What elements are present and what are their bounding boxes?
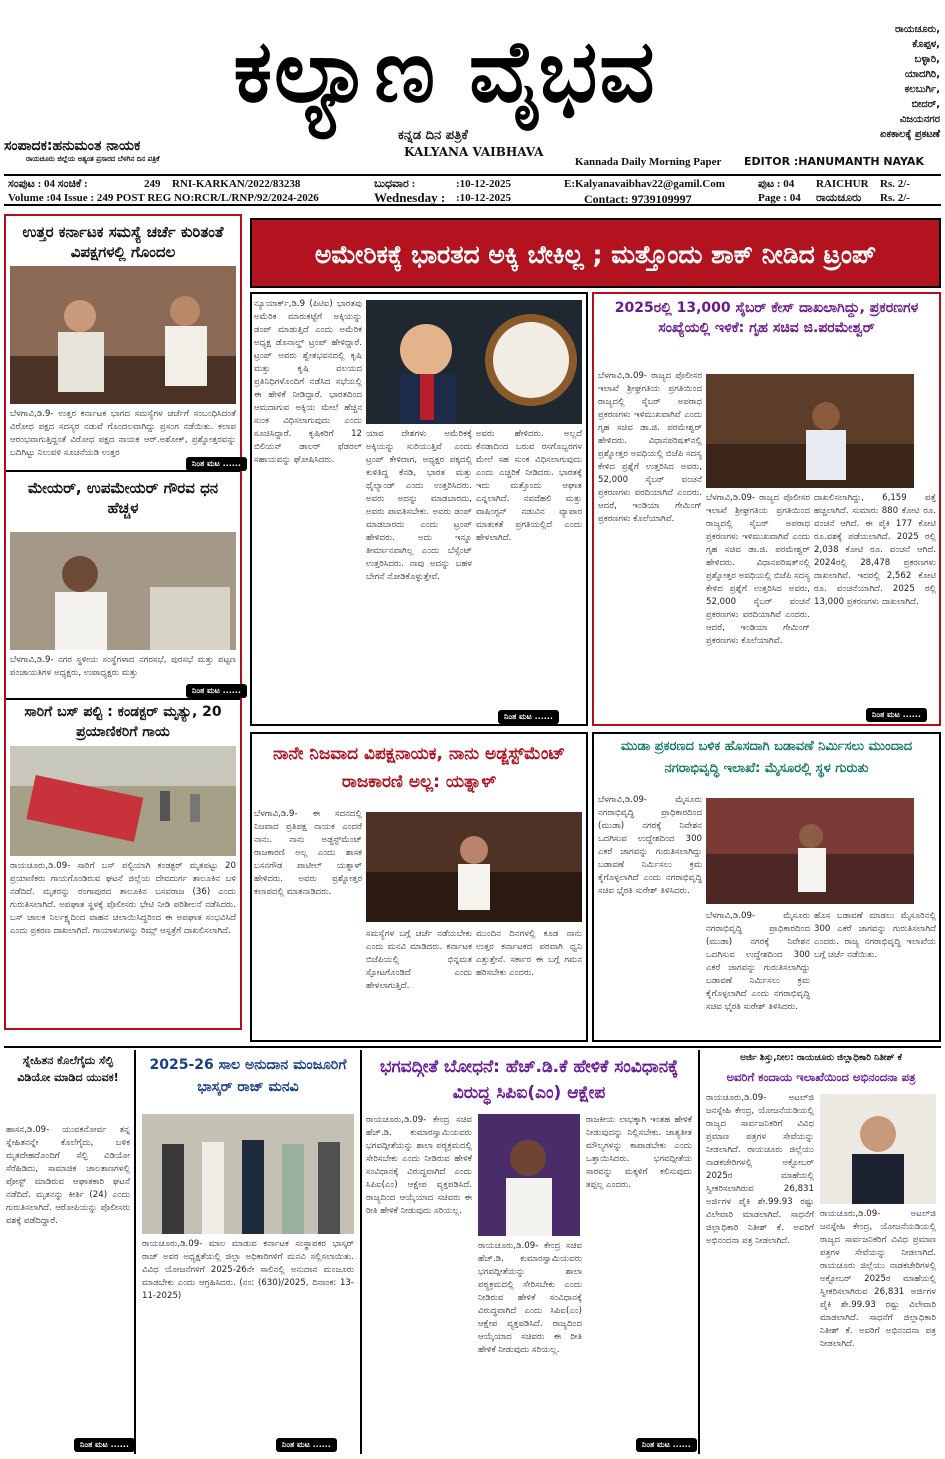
volume-kannada: ಸಂಪುಟ : 04 ಸಂಚಿಕೆ : bbox=[8, 178, 88, 190]
yatnal-body-mid: ಸಮಸ್ಯೆಗಳ ಬಗ್ಗೆ ಚರ್ಚೆ ನಡೆಯಬೇಕು ಎಂದು ಮನವಿ ಮಾಡಿದರು. ಕರ್ನಾಟಕ ಬಿಜೆಪಿಯಲ್ಲಿ ಭಿನ್ನಮತ ಸ್ಫೋಟಗೊಂಡಿದೆ ಎಂದು ಹೇಳಲಾಗುತ್ತಿದೆ. bbox=[366, 929, 472, 991]
yatnal-body-left: ಬೆಳಗಾವಿ,ಡಿ.9- ಈ ಸದನದಲ್ಲಿ ನಿಜವಾದ ಪ್ರತಿಪಕ್ಷ ನಾಯಕ ಎಂದರೆ ನಾನು. ನಾನು ಅಡ್ಜಸ್ಟ್‌ಮೆಂಟ್ ರಾಜಕಾರಣಿ ಅಲ್ಲ ಎಂದು ಶಾಸಕ ಬಸನಗೌಡ ಪಾಟೀಲ್ ಯತ್ನಾಳ್ ಹೇಳಿದರು. ಅವರು ಪ್ರಶ್ನೋತ್ತರ ಕಲಾಪದಲ್ಲಿ ಮಾತನಾಡಿದರು. bbox=[254, 809, 362, 897]
left2-headline: ಮೇಯರ್, ಉಪಮೇಯರ್ ಗೌರವ ಧನ ಹೆಚ್ಚಳ bbox=[27, 479, 219, 517]
bottom3-body-right: ರಾಜಕೀಯ ಲಾಭಕ್ಕಾಗಿ ಇಂತಹ ಹೇಳಿಕೆ ನೀಡುವುದನ್ನು ನಿಲ್ಲಿಸಬೇಕು. ಜಾತ್ಯತೀತ ಮೌಲ್ಯಗಳನ್ನು ಕಾಪಾಡಬೇಕು ಎಂದು ಒತ್ತಾಯಿಸಿದರು. ಭಗವದ್ಗೀತೆಯ ಸಾರವನ್ನು ಮಕ್ಕಳಿಗೆ ಕಲಿಸುವುದು ತಪ್ಪಲ್ಲ ಎಂದರು. bbox=[586, 1115, 692, 1190]
issue-info-bar bbox=[4, 174, 941, 206]
date-1: :10-12-2025 bbox=[456, 178, 511, 190]
rni-number: RNI-KARKAN/2022/83238 bbox=[172, 178, 301, 190]
left3-body: ರಾಯಚೂರು,ಡಿ.09- ಸಾರಿಗೆ ಬಸ್ ಪಲ್ಟಿಯಾಗಿ ಕಂಡಕ್ಟರ್ ಮೃತಪಟ್ಟು 20 ಪ್ರಯಾಣಿಕರು ಗಾಯಗೊಂಡಿರುವ ಘಟನೆ ಜಿಲ್ಲೆಯ ದೇವದುರ್ಗ ತಾಲೂಕಿನ ಬಳಿ ನಡೆದಿದೆ. ಮೃತರನ್ನು ರಂಗಾಪುರದ ತಾಲೂಕಿನ ಬಸವರಾಜ (36) ಎಂದು ಗುರುತಿಸಲಾಗಿದೆ. ಅಪಘಾತ ಸ್ಥಳಕ್ಕೆ ಪೊಲೀಸರು ಭೇಟಿ ನೀಡಿ ಪರಿಶೀಲನೆ ನಡೆಸಿದರು. ಬಸ್ ಚಾಲಕ ನಿರ್ಲಕ್ಷ್ಯದಿಂದ ವಾಹನ ಚಲಾಯಿಸಿದ್ದರಿಂದ ಈ ಅಪಘಾತ ಸಂಭವಿಸಿದೆ ಎಂದು ಪ್ರಕರಣ ದಾಖಲಾಗಿದೆ. ಗಾಯಾಳುಗಳನ್ನು ರಿಮ್ಸ್ ಆಸ್ಪತ್ರೆಗೆ ದಾಖಲಿಸಲಾಗಿದೆ. bbox=[10, 861, 236, 936]
left2-body: ಬೆಳಗಾವಿ,ಡಿ.9- ನಗರ ಸ್ಥಳೀಯ ಸಂಸ್ಥೆಗಳಾದ ನಗರಸಭೆ, ಪುರಸಭೆ ಮತ್ತು ಪಟ್ಟಣ ಪಂಚಾಯತಿಗಳ ಅಧ್ಯಕ್ಷರು, ಉಪಾಧ್ಯಕ್ಷರು ಮತ್ತು bbox=[10, 655, 236, 678]
muda-headline: ಮುಡಾ ಪ್ರಕರಣದ ಬಳಿಕ ಹೊಸದಾಗಿ ಬಡಾವಣೆ ನಿರ್ಮಿಸಲು ಮುಂದಾದ ನಗರಾಭಿವೃದ್ಧಿ ಇಲಾಖೆ: ಮೈಸೂರಲ್ಲಿ ಸ್ಥಳ ಗುರುತು bbox=[620, 739, 913, 776]
lead-headline: ಅಮೇರಿಕಕ್ಕೆ ಭಾರತದ ಅಕ್ಕಿ ಬೇಕಿಲ್ಲ ; ಮತ್ತೊಂದು ಶಾಕ್ ನೀಡಿದ ಟ್ರಂಪ್ bbox=[250, 218, 941, 288]
lead-col1: ನ್ಯೂಯಾರ್ಕ್,ಡಿ.9 (ಪಿಟಿಐ) ಭಾರತವು ಅಮೆರಿಕ ಮಾರುಕಟ್ಟೆಗೆ ಅಕ್ಕಿಯನ್ನು ಡಂಪ್ ಮಾಡುತ್ತಿದೆ ಎಂದು ಅಮೆರಿಕ ಅಧ್ಯಕ್ಷ ಡೊನಾಲ್ಡ್ ಟ್ರಂಪ್ ಹೇಳಿದ್ದಾರೆ. ಟ್ರಂಪ್ ಅವರು ಶ್ವೇತಭವನದಲ್ಲಿ ಕೃಷಿ ಮತ್ತು ಕೃಷಿ ವಲಯದ ಪ್ರತಿನಿಧಿಗಳೊಂದಿಗೆ ನಡೆಸಿದ ಸಭೆಯಲ್ಲಿ ಈ ಹೇಳಿಕೆ ನೀಡಿದ್ದಾರೆ. ಭಾರತದಿಂದ ಆಮದಾಗುವ ಅಕ್ಕಿಯ ಮೇಲೆ ಹೆಚ್ಚಿನ ಸುಂಕ ವಿಧಿಸಲಾಗುವುದು ಎಂದು ಸೂಚಿಸಿದ್ದಾರೆ. ಕೃಷಿಕರಿಗೆ 12 ಬಿಲಿಯನ್ ಡಾಲರ್ ಫೆಡರಲ್ ಸಹಾಯವನ್ನು ಘೋಷಿಸಿದರು. bbox=[254, 299, 362, 465]
left1-body: ಬೆಳಗಾವಿ,ಡಿ.9- ಉತ್ತರ ಕರ್ನಾಟಕ ಭಾಗದ ಸಮಸ್ಯೆಗಳ ಚರ್ಚೆಗೆ ಸಂಬಂಧಿಸಿದಂತೆ ವಿರೋಧ ಪಕ್ಷದ ಸದಸ್ಯರ ನಡುವೆ ಗೊಂದಲವಾಗಿದ್ದು ಪ್ರಸಂಗ ನಡೆಯಿತು. ಕಲಾಪ ಆರಂಭವಾಗುತ್ತಿದ್ದಂತೆ ವಿರೋಧ ಪಕ್ಷದ ನಾಯಕ ಆರ್.ಅಶೋಕ್, ಪ್ರಶ್ನೋತ್ತರವನ್ನು ಬದಿಗಿಟ್ಟು ನಿಲುವಳಿ ಸೂಚನೆಯಡಿ ಉತ್ತರ bbox=[10, 409, 236, 458]
daily-label-english: Kannada Daily Morning Paper bbox=[575, 156, 722, 168]
yatnal-headline: ನಾನೇ ನಿಜವಾದ ವಿಪಕ್ಷನಾಯಕ, ನಾನು ಅಡ್ಜಸ್ಟ್‌ಮೆಂಟ್ ರಾಜಕಾರಣಿ ಅಲ್ಲ: ಯತ್ನಾಳ್ bbox=[272, 744, 566, 792]
city-english: RAICHUR bbox=[816, 178, 869, 190]
collector-photo bbox=[820, 1094, 936, 1204]
email: E:Kalyanavaibhav22@gamil.Com bbox=[564, 178, 725, 190]
price-1: Rs. 2/- bbox=[880, 178, 910, 190]
bottom4-headline: ಅವರಿಗೆ ಕಂದಾಯ ಇಲಾಖೆಯಿಂದ ಅಭಿನಂದನಾ ಪತ್ರ bbox=[726, 1070, 916, 1084]
left1-headline: ಉತ್ತರ ಕರ್ನಾಟಕ ಸಮಸ್ಯೆ ಚರ್ಚೆ ಕುರಿತಂತೆ ವಿಪಕ್ಷಗಳಲ್ಲಿ ಗೊಂದಲ bbox=[22, 223, 224, 261]
lead-col2: ಯಾವ ದೇಶಗಳು ಅಮೆರಿಕಕ್ಕೆ ಅಕ್ಕಿಯನ್ನು ಸುರಿಯುತ್ತಿವೆ ಎಂದು ಟ್ರಂಪ್ ಕೇಳಿದಾಗ, ಅಧ್ಯಕ್ಷರ ಪಕ್ಕದಲ್ಲಿ ಕುಳಿತಿದ್ದ ಕೆನಡಿ, ಭಾರತ ಮತ್ತು ಥೈಲ್ಯಾಂಡ್ ಎಂದು ಉತ್ತರಿಸಿದರು. ಅವರು ಅದನ್ನು ಮಾಡಬಾರದು, ಅವರು ಪಾವತಿಸಬೇಕು. ಅವರು ಡಂಪ್ ಮಾಡಬಾರದು ಎಂದು ಟ್ರಂಪ್ ಹೇಳಿದರು. ಅದು ಇನ್ನೂ ತೀರ್ಮಾನವಾಗಿಲ್ಲ ಎಂದು ಬೆಸ್ಸೆಂಟ್ ಉತ್ತರಿಸಿದರು. ನಾವು ಅದನ್ನು ಬಹಳ ಬೇಗನೆ ನೋಡಿಕೊಳ್ಳುತ್ತೇವೆ. bbox=[366, 429, 472, 582]
continued-badge[interactable]: ನಿಂತ ಮಟ ...... bbox=[498, 710, 559, 724]
continued-badge[interactable]: ನಿಂತ ಮಟ ...... bbox=[186, 457, 247, 471]
left3-headline: ಸಾರಿಗೆ ಬಸ್ ಪಲ್ಟಿ : ಕಂಡಕ್ಟರ್ ಮೃತ್ಯು, 20 ಪ್ರಯಾಣಿಕರಿಗೆ ಗಾಯ bbox=[24, 704, 222, 740]
masthead-subline: ರಾಯಚೂರು ಜಿಲ್ಲೆಯ ಅತ್ಯಂತ ಪ್ರಸಾರದ ಬೆಳಗಿನ ದಿನ ಪತ್ರಿಕೆ bbox=[26, 155, 160, 163]
city-line: ಕೊಪ್ಪಳ, bbox=[912, 39, 940, 50]
city-line: ರಾಯಚೂರು, bbox=[894, 24, 940, 35]
cyber-body-mid: ಬೆಳಗಾವಿ,ಡಿ.09- ರಾಜ್ಯದ ಪೊಲೀಸರ ಇಲಾಖೆ ಶ್ರೀಘ್ರಗತಿಯ ಪ್ರಗತಿಯಿಂದ ರಾಜ್ಯದಲ್ಲಿ ಸೈಬರ್ ಅಪರಾಧ ಪ್ರಕರಣಗಳು ಇಳಿಮುಖವಾಗಿವೆ ಎಂದು ಗೃಹ ಸಚಿವ ಡಾ.ಜಿ. ಪರಮೇಶ್ವರ್ ಹೇಳಿದರು. ವಿಧಾನಪರಿಷತ್‌ನಲ್ಲಿ ಪ್ರಶ್ನೋತ್ತರ ಅವಧಿಯಲ್ಲಿ ಬಿಜೆಪಿ ಸದಸ್ಯ ಕೇಳಿದ ಪ್ರಶ್ನೆಗೆ ಉತ್ತರಿಸಿದ ಅವರು, 52,000 ಸೈಬರ್ ವಂಚನೆ ಪ್ರಕರಣಗಳು ವರದಿಯಾಗಿವೆ ಎಂದರು. ಆದರೆ, ಇಂಡಿಯಾ ಗೇಮಿಂಗ್ ಪ್ರಕರಣಗಳು ಕೊಲೆಯಾಗಿವೆ. bbox=[706, 493, 810, 646]
muda-body-mid: ಬೆಳಗಾವಿ,ಡಿ.09- ಮೈಸೂರು ನಗರಾಭಿವೃದ್ಧಿ ಪ್ರಾಧಿಕಾರದಿಂದ (ಮುಡಾ) ನಗರಕ್ಕೆ ನಿವೇಶನ ಒದಗಿಸುವ ಉದ್ದೇಶದಿಂದ 300 ಎಕರೆ ಜಾಗವನ್ನು ಗುರುತಿಸಲಾಗಿದ್ದು ಬಡಾವಣೆ ನಿರ್ಮಿಸಲು ಕ್ರಮ ಕೈಗೊಳ್ಳಲಾಗಿದೆ ಎಂದು ನಗರಾಭಿವೃದ್ಧಿ ಸಚಿವ ಭೈರತಿ ಸುರೇಶ್ ತಿಳಿಸಿದರು. bbox=[706, 911, 810, 1012]
bottom1-headline: ಸ್ನೇಹಿತನ ಕೊಲೆಗೈದು ಸೆಲ್ಫಿ ವಿಡಿಯೋ ಮಾಡಿದ ಯುವಕ! bbox=[17, 1054, 119, 1084]
continued-badge[interactable]: ನಿಂತ ಮಟ ...... bbox=[186, 684, 247, 698]
mayor-photo bbox=[10, 532, 236, 650]
city-line: ಏಕಕಾಲಕ್ಕೆ ಪ್ರಕಟಣೆ bbox=[880, 129, 940, 140]
cyber-body-right: ದಾಖಲಿಸಲಾಗಿದ್ದು, 6,159 ಪತ್ತೆ ಹಚ್ಚಲಾಗಿದೆ. ಸುಮಾರು 880 ಕೋಟಿ ರೂ. ವಂಚನೆ ಆಗಿದೆ. ಈ ಪೈಕಿ 177 ಕೋಟಿ ರೂ.ವಶಕ್ಕೆ ಪಡೆಯಲಾಗಿದೆ. 2025 ರಲ್ಲಿ 2,038 ಕೋಟಿ ರೂ. ವಂಚನೆ ಆಗಿದೆ. 2024ರಲ್ಲಿ 28,478 ಪ್ರಕರಣಗಳು ದಾಖಲಾಗಿವೆ. ಇದರಲ್ಲಿ 2,562 ಕೋಟಿ ರೂ. ವಂಚನೆಯಾಗಿದೆ. 2025 ರಲ್ಲಿ 13,000 ಪ್ರಕರಣಗಳು ದಾಖಲಾಗಿದೆ. bbox=[814, 493, 936, 607]
muda-body-left: ಬೆಳಗಾವಿ,ಡಿ.09- ಮೈಸೂರು ನಗರಾಭಿವೃದ್ಧಿ ಪ್ರಾಧಿಕಾರದಿಂದ (ಮುಡಾ) ನಗರಕ್ಕೆ ನಿವೇಶನ ಒದಗಿಸುವ ಉದ್ದೇಶದಿಂದ 300 ಎಕರೆ ಜಾಗವನ್ನು ಗುರುತಿಸಲಾಗಿದ್ದು ಬಡಾವಣೆ ನಿರ್ಮಿಸಲು ಕ್ರಮ ಕೈಗೊಳ್ಳಲಾಗಿದೆ ಎಂದು ನಗರಾಭಿವೃದ್ಧಿ ಸಚಿವ ಭೈರತಿ ಸುರೇಶ್ ತಿಳಿಸಿದರು. bbox=[598, 795, 702, 896]
muda-body-right: ಹೊಸ ಬಡಾವಣೆ ಮಾಡಲು ಮೈಸೂರಿನಲ್ಲಿ 300 ಎಕರೆ ಜಾಗವನ್ನು ಗುರುತಿಸಲಾಗಿದೆ ಎಂದರು. ರಾಜ್ಯ ನಗರಾಭಿವೃದ್ಧಿ ಇಲಾಖೆಯ ಬಗ್ಗೆ ಚರ್ಚೆ ನಡೆಯಿತು. bbox=[814, 911, 936, 960]
cpim-leader-photo bbox=[478, 1114, 580, 1236]
bottom2-body: ರಾಯಚೂರು,ಡಿ.09- ಮಾಲ ಮಾಡುವ ಕರ್ನಾಟಕ ಸಂಸ್ಥಾಪಕರ ಭಾಸ್ಕರ್ ರಾಜ್ ಅವರ ಅಧ್ಯಕ್ಷತೆಯಲ್ಲಿ ಜಿಲ್ಲಾ ಅಧಿಕಾರಿಗಳಿಗೆ ಮನವಿ ಸಲ್ಲಿಸಲಾಯಿತು. ವಿವಿಧ ಯೋಜನೆಗಳಿಗೆ 2025-26ನೇ ಸಾಲಿನಲ್ಲಿ ಅನುದಾನ ಮಂಜೂರು ಮಾಡಬೇಕು ಎಂದು ಆಗ್ರಹಿಸಿದರು. (ನಂ: (630)/2025, ದಿನಾಂಕ: 13-11-2025) bbox=[142, 1239, 354, 1301]
date-2: :10-12-2025 bbox=[456, 192, 511, 204]
cyber-body-left: ಬೆಳಗಾವಿ,ಡಿ.09- ರಾಜ್ಯದ ಪೊಲೀಸರ ಇಲಾಖೆ ಶ್ರೀಘ್ರಗತಿಯ ಪ್ರಗತಿಯಿಂದ ರಾಜ್ಯದಲ್ಲಿ ಸೈಬರ್ ಅಪರಾಧ ಪ್ರಕರಣಗಳು ಇಳಿಮುಖವಾಗಿವೆ ಎಂದು ಗೃಹ ಸಚಿವ ಡಾ.ಜಿ. ಪರಮೇಶ್ವರ್ ಹೇಳಿದರು. ವಿಧಾನಪರಿಷತ್‌ನಲ್ಲಿ ಪ್ರಶ್ನೋತ್ತರ ಅವಧಿಯಲ್ಲಿ ಬಿಜೆಪಿ ಸದಸ್ಯ ಕೇಳಿದ ಪ್ರಶ್ನೆಗೆ ಉತ್ತರಿಸಿದ ಅವರು, 52,000 ಸೈಬರ್ ವಂಚನೆ ಪ್ರಕರಣಗಳು ವರದಿಯಾಗಿವೆ ಎಂದರು. ಆದರೆ, ಇಂಡಿಯಾ ಗೇಮಿಂಗ್ ಪ್ರಕರಣಗಳು ಕೊಲೆಯಾಗಿವೆ. bbox=[598, 371, 702, 524]
bottom2-headline: 2025-26 ಸಾಲ ಅನುದಾನ ಮಂಜೂರಿಗೆ ಭಾಸ್ಕರ್ ರಾಜ್ ಮನವಿ bbox=[149, 1057, 347, 1095]
city-line: ಬಳ್ಳಾರಿ, bbox=[914, 54, 940, 65]
bottom4-body-right: ರಾಯಚೂರು,ಡಿ.09- ಅಟಲ್‌ಜಿ ಜನಸ್ನೇಹಿ ಕೇಂದ್ರ, ಯೋಜನೆಯಡಿಯಲ್ಲಿ ರಾಜ್ಯದ ಸಾರ್ವಜನಿಕರಿಗೆ ವಿವಿಧ ಪ್ರಮಾಣ ಪತ್ರಗಳ ಸೇವೆಯನ್ನು ನೀಡಲಾಗಿದೆ. ರಾಯಚೂರು ಜಿಲ್ಲೆಯು ನಾಡಕಚೇರಿಗಳಲ್ಲಿ ಅಕ್ಟೋಬರ್ 2025ರ ಮಾಹೆಯಲ್ಲಿ ಸ್ವೀಕರಿಸಲಾಗಿರುವ 26,831 ಅರ್ಜಿಗಳ ಪೈಕಿ ಶೇ.99.93 ರಷ್ಟು ವಿಲೇವಾರಿ ಮಾಡಲಾಗಿದೆ. ಸಾಧನೆಗೆ ಜಿಲ್ಲಾಧಿಕಾರಿ ನಿತೀಶ್ ಕೆ. ಅವರಿಗೆ ಅಭಿನಂದನಾ ಪತ್ರ ನೀಡಲಾಗಿದೆ. bbox=[820, 1209, 936, 1349]
price-2: Rs. 2/- bbox=[880, 192, 910, 204]
page-kannada: ಪುಟ : 04 bbox=[758, 178, 795, 190]
masthead-cities bbox=[800, 22, 940, 142]
day-english: Wednesday : bbox=[374, 190, 446, 205]
city-line: ಯಾದಗಿರಿ, bbox=[904, 69, 940, 80]
daily-label-kannada: ಕನ್ನಡ ದಿನ ಪತ್ರಿಕೆ bbox=[398, 128, 468, 143]
memorandum-photo bbox=[142, 1114, 354, 1234]
continued-badge[interactable]: ನಿಂತ ಮಟ ...... bbox=[276, 1438, 337, 1452]
bus-accident-photo bbox=[10, 746, 236, 856]
page-english: Page : 04 bbox=[758, 192, 801, 204]
yatnal-body-right: ಮುಂದಿನ ದಿನಗಳಲ್ಲಿ ಕೂಡ ನಾನು ಉತ್ತರ ಕರ್ನಾಟಕದ ಪರವಾಗಿ ಧ್ವನಿ ಎತ್ತುತ್ತೇನೆ. ಸರ್ಕಾರ ಈ ಬಗ್ಗೆ ಗಮನ ಹರಿಸಬೇಕು ಎಂದರು. bbox=[476, 929, 582, 978]
yatnal-photo bbox=[366, 812, 582, 922]
lead-col3: ಅವರು ಹೇಳಿದರು. ಅಲ್ಲದೆ ಕೆನಡಾದಿಂದ ಬರುವ ರಸಗೊಬ್ಬರಗಳ ಮೇಲೆ ಸಹ ಸುಂಕ ವಿಧಿಸಲಾಗುವುದು ಎಂದು ಎಚ್ಚರಿಕೆ ನೀಡಿದರು. ಭಾರತಕ್ಕೆ ಇದು ಮತ್ತೊಂದು ಆಘಾತ ಎನ್ನಲಾಗಿದೆ. ನವದೆಹಲಿ ಮತ್ತು ವಾಷಿಂಗ್ಟನ್ ನಡುವಿನ ವ್ಯಾಪಾರ ಮಾತುಕತೆ ಪ್ರಗತಿಯಲ್ಲಿದೆ ಎಂದು ಹೇಳಲಾಗಿದೆ. bbox=[476, 429, 582, 543]
parameshwar-photo bbox=[706, 374, 914, 488]
city-line: ಬೀದರ್, bbox=[911, 99, 940, 110]
volume-english: Volume :04 Issue : 249 POST REG NO:RCR/L/RNP/92/2024-2026 bbox=[8, 192, 319, 204]
masthead-title: ಕಲ್ಯಾಣ ವೈಭವ bbox=[233, 21, 657, 122]
continued-badge[interactable]: ನಿಂತ ಮಟ ...... bbox=[866, 708, 927, 722]
bottom3-headline: ಭಗವದ್ಗೀತೆ ಬೋಧನೆ: ಹೆಚ್.ಡಿ.ಕೆ ಹೇಳಿಕೆ ಸಂವಿಧಾನಕ್ಕೆ ವಿರುದ್ಧ ಸಿಪಿಐ(ಎಂ) ಆಕ್ಷೇಪ bbox=[379, 1057, 679, 1103]
contact-number: Contact: 9739109997 bbox=[584, 192, 692, 206]
issue-number: 249 bbox=[144, 178, 161, 190]
bottom1-body: ಹಾಸನ,ಡಿ.09- ಯುವಕನೋರ್ವ ತನ್ನ ಸ್ನೇಹಿತನನ್ನೇ ಕೊಲೆಗೈದು, ಬಳಿಕ ಮೃತದೇಹದೊಂದಿಗೆ ಸೆಲ್ಫಿ ವಿಡಿಯೋ ಸೆರೆಹಿಡಿದು, ಸಾಮಾಜಿಕ ಜಾಲತಾಣಗಳಲ್ಲಿ ಪೋಸ್ಟ್ ಮಾಡಿರುವ ಆಘಾತಕಾರಿ ಘಟನೆ ನಡೆದಿದೆ. ಮೃತನನ್ನು ಕೀರ್ತಿ (24) ಎಂದು ಗುರುತಿಸಲಾಗಿದೆ. ಆರೋಪಿಯನ್ನು ಪೊಲೀಸರು ವಶಕ್ಕೆ ಪಡೆದಿದ್ದಾರೆ. bbox=[6, 1125, 130, 1226]
editor-name-english: EDITOR :HANUMANTH NAYAK bbox=[744, 155, 924, 168]
bottom4-body-left: ರಾಯಚೂರು,ಡಿ.09- ಅಟಲ್‌ಜಿ ಜನಸ್ನೇಹಿ ಕೇಂದ್ರ, ಯೋಜನೆಯಡಿಯಲ್ಲಿ ರಾಜ್ಯದ ಸಾರ್ವಜನಿಕರಿಗೆ ವಿವಿಧ ಪ್ರಮಾಣ ಪತ್ರಗಳ ಸೇವೆಯನ್ನು ನೀಡಲಾಗಿದೆ. ರಾಯಚೂರು ಜಿಲ್ಲೆಯು ನಾಡಕಚೇರಿಗಳಲ್ಲಿ ಅಕ್ಟೋಬರ್ 2025ರ ಮಾಹೆಯಲ್ಲಿ ಸ್ವೀಕರಿಸಲಾಗಿರುವ 26,831 ಅರ್ಜಿಗಳ ಪೈಕಿ ಶೇ.99.93 ರಷ್ಟು ವಿಲೇವಾರಿ ಮಾಡಲಾಗಿದೆ. ಸಾಧನೆಗೆ ಜಿಲ್ಲಾಧಿಕಾರಿ ನಿತೀಶ್ ಕೆ. ಅವರಿಗೆ ಅಭಿನಂದನಾ ಪತ್ರ ನೀಡಲಾಗಿದೆ. bbox=[706, 1093, 814, 1246]
byrathi-suresh-photo bbox=[706, 798, 914, 904]
cyber-headline: 2025ರಲ್ಲಿ 13,000 ಸೈಬರ್ ಕೇಸ್ ದಾಖಲಾಗಿದ್ದು, ಪ್ರಕರಣಗಳ ಸಂಖ್ಯೆಯಲ್ಲಿ ಇಳಿಕೆ: ಗೃಹ ಸಚಿವ ಜಿ.ಪರಮೇಶ್ವರ್ bbox=[614, 300, 919, 336]
assembly-photo bbox=[10, 266, 236, 404]
bottom3-body-left: ರಾಯಚೂರು,ಡಿ.09- ಕೇಂದ್ರ ಸಚಿವ ಹೆಚ್.ಡಿ. ಕುಮಾರಸ್ವಾಮಿಯವರು ಭಗವದ್ಗೀತೆಯನ್ನು ಶಾಲಾ ಪಠ್ಯಕ್ರಮದಲ್ಲಿ ಸೇರಿಸಬೇಕು ಎಂದು ನೀಡಿರುವ ಹೇಳಿಕೆ ಸಂವಿಧಾನಕ್ಕೆ ವಿರುದ್ಧವಾಗಿದೆ ಎಂದು ಸಿಪಿಐ(ಎಂ) ಆಕ್ಷೇಪ ವ್ಯಕ್ತಪಡಿಸಿದೆ. ರಾಜ್ಯದಿಂದ ಆಯ್ಕೆಯಾದ ಸಚಿವರು ಈ ರೀತಿ ಹೇಳಿಕೆ ನೀಡುವುದು ಸರಿಯಲ್ಲ. bbox=[366, 1115, 472, 1216]
masthead-title-english: KALYANA VAIBHAVA bbox=[404, 145, 544, 159]
trump-rice-photo bbox=[366, 300, 582, 424]
city-kannada: ರಾಯಚೂರು bbox=[816, 192, 862, 204]
editor-name-kannada: ಸಂಪಾದಕ:ಹನುಮಂತ ನಾಯಕ bbox=[4, 138, 141, 154]
city-line: ಕಲಬುರ್ಗಿ, bbox=[904, 84, 940, 95]
bottom4-headline-small: ಅರ್ಜಿ ಶಿಸ್ತು,ನೀಲ: ರಾಯಚೂರು ಜಿಲ್ಲಾಧಿಕಾರಿ ನಿತೀಶ್ ಕೆ bbox=[740, 1053, 902, 1063]
bottom3-body-mid: ರಾಯಚೂರು,ಡಿ.09- ಕೇಂದ್ರ ಸಚಿವ ಹೆಚ್.ಡಿ. ಕುಮಾರಸ್ವಾಮಿಯವರು ಭಗವದ್ಗೀತೆಯನ್ನು ಶಾಲಾ ಪಠ್ಯಕ್ರಮದಲ್ಲಿ ಸೇರಿಸಬೇಕು ಎಂದು ನೀಡಿರುವ ಹೇಳಿಕೆ ಸಂವಿಧಾನಕ್ಕೆ ವಿರುದ್ಧವಾಗಿದೆ ಎಂದು ಸಿಪಿಐ(ಎಂ) ಆಕ್ಷೇಪ ವ್ಯಕ್ತಪಡಿಸಿದೆ. ರಾಜ್ಯದಿಂದ ಆಯ್ಕೆಯಾದ ಸಚಿವರು ಈ ರೀತಿ ಹೇಳಿಕೆ ನೀಡುವುದು ಸರಿಯಲ್ಲ. bbox=[478, 1241, 582, 1355]
day-kannada: ಬುಧವಾರ : bbox=[374, 178, 416, 190]
continued-badge[interactable]: ನಿಂತ ಮಟ ...... bbox=[636, 1438, 697, 1452]
continued-badge[interactable]: ನಿಂತ ಮಟ ...... bbox=[74, 1438, 135, 1452]
city-line: ವಿಜಯನಗರ bbox=[899, 114, 940, 125]
